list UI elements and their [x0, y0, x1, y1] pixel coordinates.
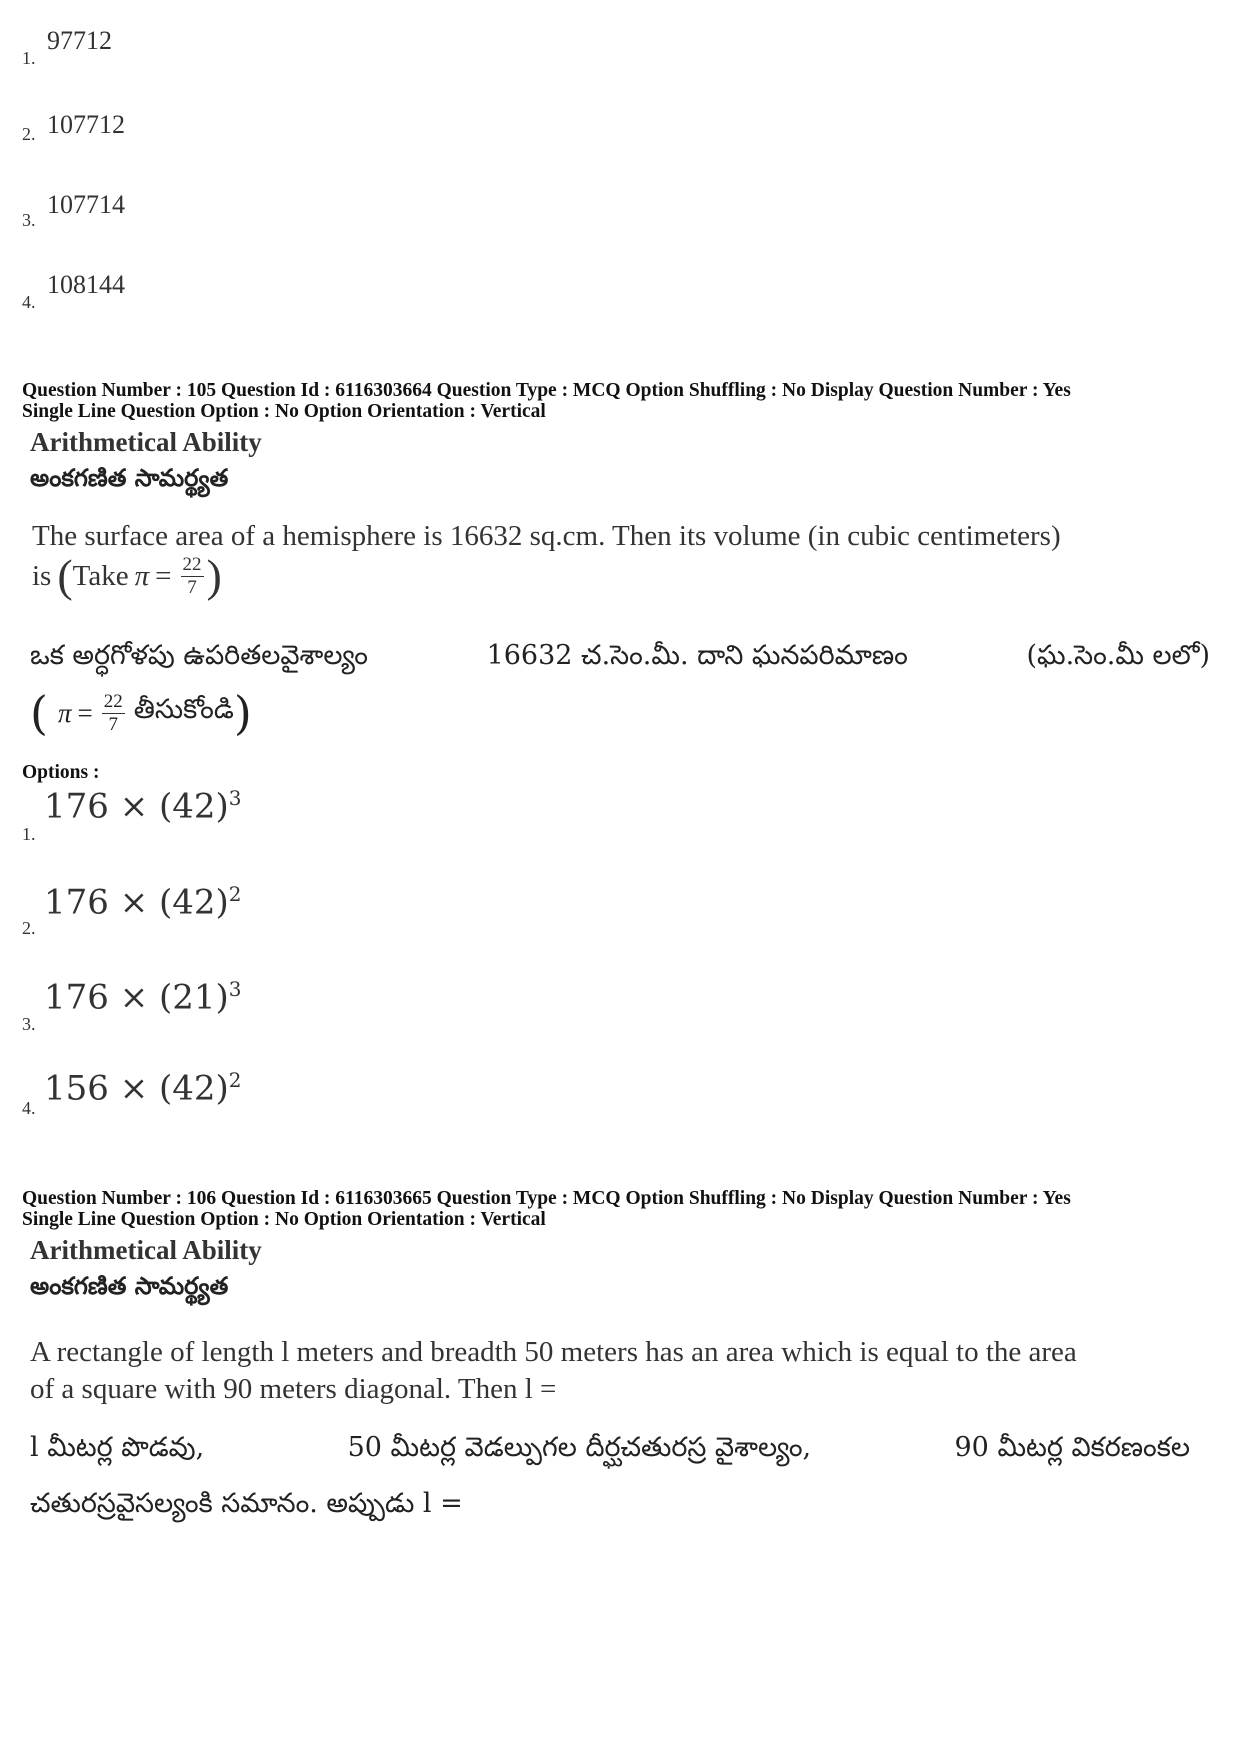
question-text-telugu-part2: 16632 చ.సెం.మీ. దాని ఘనపరిమాణం	[486, 640, 908, 671]
question-text-telugu-part2: 50 మీటర్ల వెడల్పుగల దీర్ఘచతురస్ర వైశాల్యం,	[347, 1432, 812, 1463]
open-paren: (	[30, 686, 48, 740]
section-title-telugu: అంకగణిత సామర్థ్యత	[30, 1272, 229, 1300]
question-meta	[22, 380, 1222, 422]
prev-option-value: 97712	[47, 26, 112, 55]
question-text-telugu-line1	[30, 1432, 1190, 1470]
question-text-line2: of a square with 90 meters diagonal. Then l =	[30, 1373, 557, 1405]
option-expression: $176 \times (42)^3$	[44, 786, 242, 827]
section-title-english: Arithmetical Ability	[30, 1235, 262, 1265]
take-label: Take	[72, 559, 129, 592]
question-text-telugu-part1: ఒక అర్ధగోళపు ఉపరితలవైశాల్యం	[30, 640, 368, 671]
question-text-telugu-part1: l మీటర్ల పొడవు,	[30, 1432, 205, 1463]
equals-sign: =	[77, 697, 93, 728]
option-number: 2.	[22, 918, 36, 938]
close-paren: )	[233, 686, 252, 740]
question-meta-line2: Single Line Question Option : No Option Orientation : Vertical	[22, 1209, 546, 1230]
prev-option-number: 1.	[22, 48, 36, 68]
prev-option-number: 3.	[22, 210, 36, 230]
option-number: 1.	[22, 824, 36, 844]
option-expression: $176 \times (21)^3$	[44, 977, 242, 1018]
option-number: 3.	[22, 1014, 36, 1034]
question-text-telugu-pi	[30, 686, 252, 740]
question-text-telugu-part3: 90 మీటర్ల వికరణంకల	[954, 1432, 1190, 1463]
option-expression: $176 \times (42)^2$	[44, 882, 242, 923]
prev-option-number: 4.	[22, 292, 36, 312]
question-text-telugu-line2: చతురస్రవైసల్యంకి సమానం. అప్పుడు l =	[30, 1488, 463, 1519]
fraction-denominator: 7	[108, 713, 118, 735]
section-title-telugu: అంకగణిత సామర్థ్యత	[30, 464, 229, 492]
prev-option-value: 107714	[47, 190, 125, 219]
pi-symbol: π	[134, 559, 150, 592]
question-meta-line2: Single Line Question Option : No Option Orientation : Vertical	[22, 401, 546, 422]
question-text-telugu	[30, 640, 1230, 678]
question-meta-line1: Question Number : 106 Question Id : 6116303665 Question Type : MCQ Option Shuffling : No Display Question Number : Yes	[22, 1188, 1071, 1209]
pi-fraction	[181, 554, 204, 599]
question-text-line1: A rectangle of length l meters and breadth 50 meters has an area which is equal to the area	[30, 1336, 1077, 1368]
fraction-denominator: 7	[187, 576, 197, 598]
fraction-numerator: 22	[182, 553, 202, 575]
prev-option-value: 108144	[47, 270, 125, 299]
question-text-telugu-part3: (ఘ.సెం.మీ లలో)	[1026, 640, 1210, 671]
pi-fraction	[102, 691, 125, 736]
question-meta-line1: Question Number : 105 Question Id : 6116303664 Question Type : MCQ Option Shuffling : No Display Question Number : Yes	[22, 380, 1071, 401]
question-text-is: is	[32, 559, 52, 592]
equals-sign: =	[155, 559, 172, 592]
pi-symbol: π	[57, 697, 72, 728]
prev-option-number: 2.	[22, 124, 36, 144]
option-number: 4.	[22, 1098, 36, 1118]
take-label-telugu: తీసుకోండి	[133, 694, 234, 725]
close-paren: )	[206, 550, 222, 601]
question-text-pi-line	[32, 550, 222, 601]
section-title-english: Arithmetical Ability	[30, 427, 262, 457]
option-expression: $156 \times (42)^2$	[44, 1068, 242, 1109]
open-paren: (	[57, 550, 73, 601]
question-text-line1: The surface area of a hemisphere is 16632 sq.cm. Then its volume (in cubic centimeters)	[32, 520, 1061, 552]
question-text-english	[30, 1334, 1210, 1408]
fraction-numerator: 22	[103, 690, 123, 712]
question-meta	[22, 1188, 1222, 1230]
prev-option-value: 107712	[47, 110, 125, 139]
options-label: Options :	[22, 762, 100, 783]
